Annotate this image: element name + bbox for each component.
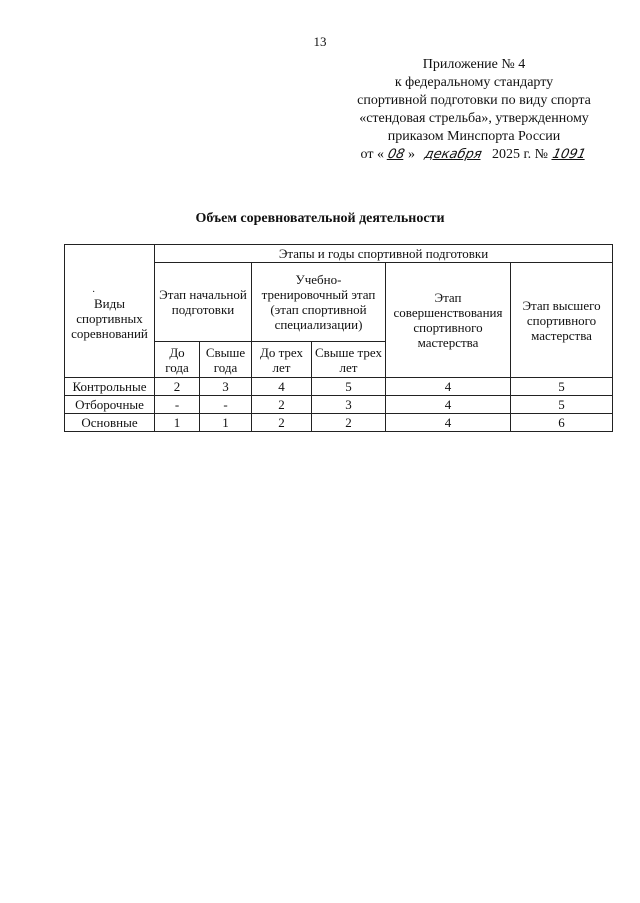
competition-type: Отборочные [65, 396, 155, 414]
date-day: 08 [386, 147, 406, 162]
date-year: 2025 г. № [491, 147, 548, 162]
stage-header-higher: Этап высшего спортивного мастерства [511, 263, 613, 378]
appendix-line-1: Приложение № 4 [422, 57, 526, 72]
subcol-up-to-year: До года [155, 342, 200, 378]
appendix-header [340, 56, 608, 164]
table-cell: 6 [511, 414, 613, 432]
competition-table [64, 244, 613, 432]
stage-header-improvement: Этап совершенствования спортивного мастерства [386, 263, 511, 378]
table-cell: 4 [386, 378, 511, 396]
order-number: 1091 [551, 147, 588, 162]
table-cell: 5 [312, 378, 386, 396]
appendix-line-2: к федеральному стандарту [394, 75, 554, 90]
table-cell: 1 [155, 414, 200, 432]
table-row [65, 378, 613, 396]
date-mid: » [407, 147, 415, 162]
table-cell: 4 [252, 378, 312, 396]
stage-header-initial: Этап начальной подготовки [155, 263, 252, 342]
table-cell: - [155, 396, 200, 414]
appendix-date-line [340, 146, 608, 164]
table-cell: 4 [386, 396, 511, 414]
competition-type: Основные [65, 414, 155, 432]
subcol-over-three: Свыше трех лет [312, 342, 386, 378]
table-cell: 2 [312, 414, 386, 432]
table-row [65, 396, 613, 414]
document-title: Объем соревновательной деятельности [195, 211, 445, 226]
table-cell: 2 [155, 378, 200, 396]
stray-dot: · [92, 287, 96, 298]
table-cell: 5 [511, 396, 613, 414]
row-header: Виды спортивных соревнований [71, 296, 148, 341]
table-cell: 2 [252, 414, 312, 432]
table-row [65, 414, 613, 432]
appendix-line-4: «стендовая стрельба», утвержденному [359, 111, 589, 126]
table-cell: 2 [252, 396, 312, 414]
competition-type: Контрольные [65, 378, 155, 396]
page-number: 13 [313, 34, 327, 49]
stage-header-training: Учебно-тренировочный этап (этап спортивной специализации) [252, 263, 386, 342]
row-header-cell [65, 245, 155, 378]
table-cell: 4 [386, 414, 511, 432]
table-cell: 3 [312, 396, 386, 414]
table-cell: 1 [200, 414, 252, 432]
date-prefix: от « [360, 147, 384, 162]
subcol-over-year: Свыше года [200, 342, 252, 378]
group-header: Этапы и годы спортивной подготовки [155, 245, 613, 263]
table-cell: - [200, 396, 252, 414]
appendix-line-5: приказом Минспорта России [387, 129, 561, 144]
date-month: декабря [423, 147, 484, 162]
subcol-up-to-three: До трех лет [252, 342, 312, 378]
table-cell: 3 [200, 378, 252, 396]
table-body [65, 378, 613, 432]
appendix-line-3: спортивной подготовки по виду спорта [357, 93, 591, 108]
table-cell: 5 [511, 378, 613, 396]
